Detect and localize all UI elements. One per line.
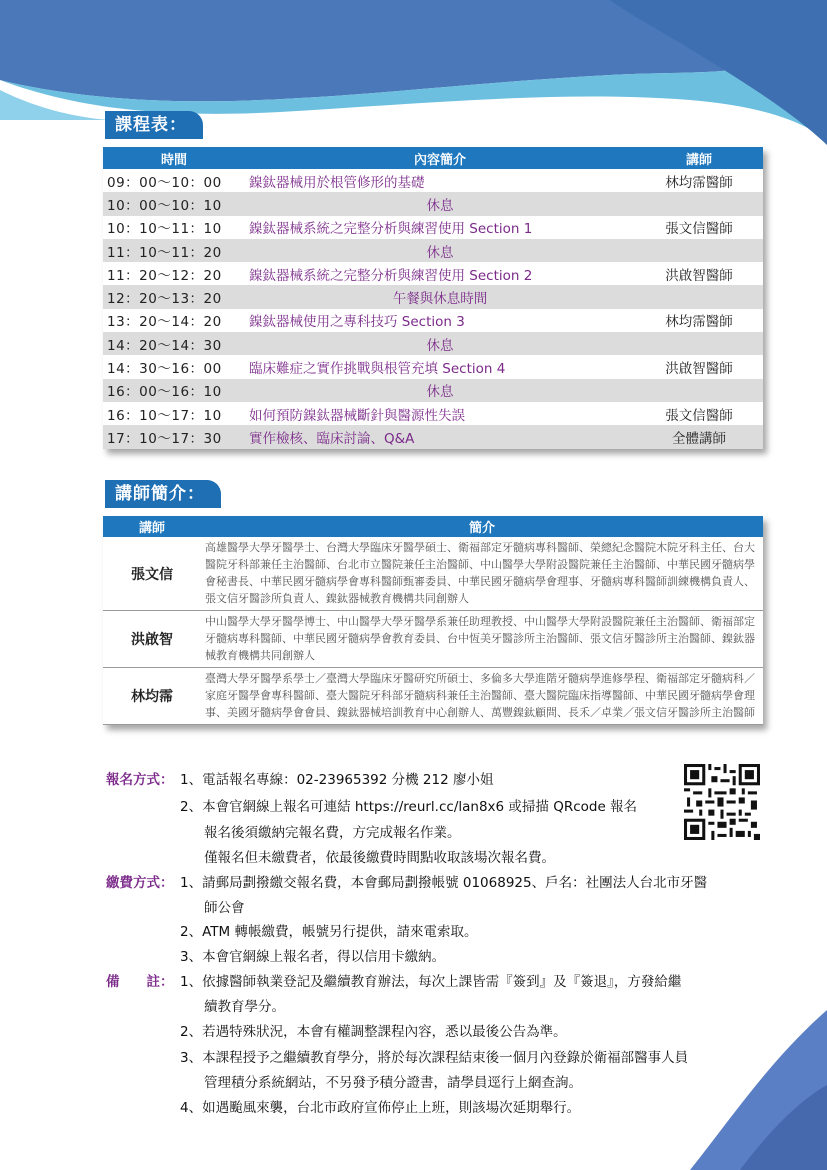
- schedule-content: 鎳鈦器械使用之專科技巧 Section 3: [249, 314, 465, 331]
- schedule-time: 10：00～10：10: [103, 192, 245, 215]
- schedule-time: 16：10～17：10: [107, 407, 222, 424]
- lecturer-row: [103, 537, 763, 611]
- schedule-content: 臨床難症之實作挑戰與根管充填 Section 4: [249, 361, 506, 378]
- schedule-lecturer: [635, 192, 763, 215]
- lecturers-header-name: 講師: [103, 516, 201, 537]
- lecturers-body: [103, 537, 763, 725]
- schedule-header-time: 時間: [103, 147, 245, 169]
- schedule-content: 鎳鈦器械系統之完整分析與練習使用 Section 1: [249, 221, 533, 238]
- schedule-lecturer: 全體講師: [635, 425, 763, 448]
- schedule-row: [103, 262, 763, 285]
- schedule-time: 17：10～17：30: [103, 425, 245, 448]
- lecturer-name: 張文信: [103, 537, 201, 611]
- schedule-lecturer: 張文信醫師: [665, 407, 733, 424]
- schedule-break: 休息: [245, 239, 635, 262]
- registration-item: 1、電話報名專線：02-23965392 分機 212 廖小姐: [180, 772, 494, 788]
- schedule-lecturer: [635, 285, 763, 308]
- schedule-time: 14：20～14：30: [103, 332, 245, 355]
- notes-item: 3、本課程授予之繼續教育學分，將於每次課程結束後一個月內登錄於衛福部醫事人員: [180, 1050, 689, 1066]
- schedule-lecturer: 洪啟智醫師: [665, 361, 733, 378]
- lecturer-name: 洪啟智: [103, 611, 201, 668]
- schedule-row: [103, 402, 763, 425]
- schedule-lecturer: 張文信醫師: [665, 221, 733, 238]
- schedule-break: 休息: [245, 379, 635, 402]
- schedule-row: [103, 332, 763, 355]
- schedule-lecturer: 洪啟智醫師: [665, 267, 733, 284]
- schedule-content: 鎳鈦器械用於根管修形的基礎: [249, 174, 425, 191]
- schedule-header-content: 內容簡介: [245, 147, 635, 169]
- notes-label: 備 註：: [106, 974, 174, 990]
- notes-item: 1、依據醫師執業登記及繼續教育辦法，每次上課皆需『簽到』及『簽退』，方發給繼: [180, 974, 682, 990]
- schedule-header-lecturer: 講師: [635, 147, 763, 169]
- schedule-break: 午餐與休息時間: [245, 285, 635, 308]
- schedule-title: 課程表：: [105, 111, 203, 139]
- schedule-row: [103, 285, 763, 308]
- lecturers-title: 講師簡介：: [105, 480, 221, 508]
- schedule-break: 休息: [245, 332, 635, 355]
- qr-code-icon[interactable]: [684, 764, 760, 840]
- schedule-time: 13：20～14：20: [107, 314, 222, 331]
- notes-item: 管理積分系統網站，不另發予積分證書，請學員逕行上網查詢。: [204, 1075, 582, 1091]
- schedule-time: 14：30～16：00: [107, 361, 222, 378]
- payment-item: 3、本會官網線上報名者，得以信用卡繳納。: [180, 949, 446, 965]
- notes-item: 2、若遇特殊狀況，本會有權調整課程內容，悉以最後公告為準。: [180, 1024, 567, 1040]
- registration-item: 僅報名但未繳費者，依最後繳費時間點收取該場次報名費。: [204, 850, 555, 866]
- schedule-row: [103, 192, 763, 215]
- schedule-row: [103, 425, 763, 448]
- schedule-time: 12：20～13：20: [103, 285, 245, 308]
- schedule-lecturer: [635, 379, 763, 402]
- schedule-row: [103, 216, 763, 239]
- schedule-content: 實作檢核、臨床討論、Q&A: [245, 425, 635, 448]
- schedule-row: [103, 379, 763, 402]
- schedule-lecturer: 林均霈醫師: [665, 314, 733, 331]
- schedule-time: 11：20～12：20: [107, 267, 222, 284]
- lecturers-table: [103, 516, 763, 725]
- lecturer-bio: 臺灣大學牙醫學系學士／臺灣大學臨床牙醫研究所碩士、多倫多大學進階牙髓病學進修學程、衛福部定牙髓病科／家庭牙醫學會專科醫師、臺大醫院牙科部牙髓病科兼任主治醫師、臺大醫院臨床指導醫師、中華民國牙髓病學會理事、美國牙髓病學會會員、鎳鈦器械培訓教育中心創辦人、萬豐鎳鈦顧問、長禾／卓業／張文信牙醫診所主治醫師: [201, 668, 763, 725]
- schedule-lecturer: [635, 239, 763, 262]
- schedule-lecturer: [635, 332, 763, 355]
- schedule-break: 休息: [245, 192, 635, 215]
- notes-item: 續教育學分。: [204, 999, 285, 1015]
- lecturer-row: [103, 611, 763, 668]
- notes-item: 4、如遇颱風來襲，台北市政府宣佈停止上班，則該場次延期舉行。: [180, 1100, 581, 1116]
- registration-item: 報名後須繳納完報名費，方完成報名作業。: [204, 825, 461, 841]
- schedule-table: [103, 147, 763, 449]
- lecturer-name: 林均霈: [103, 668, 201, 725]
- lecturers-card: [103, 516, 763, 725]
- schedule-time: 09：00～10：00: [107, 174, 222, 191]
- schedule-content: 鎳鈦器械系統之完整分析與練習使用 Section 2: [249, 267, 533, 284]
- schedule-time: 16：00～16：10: [103, 379, 245, 402]
- schedule-lecturer: 林均霈醫師: [665, 174, 733, 191]
- lecturer-bio: 高雄醫學大學牙醫學士、台灣大學臨床牙醫學碩士、衛福部定牙髓病專科醫師、榮總紀念醫院木院牙科主任、台大醫院牙科部兼任主治醫師、台北市立醫院兼任主治醫師、中山醫學大學附設醫院兼任主治醫師、中華民國牙髓病學會秘書長、中華民國牙髓病學會專科醫師甄審委員、中華民國牙髓病學會理事、牙髓病專科醫師訓練機構負責人、張文信牙醫診所負責人、鎳鈦器械教育機構共同創辦人: [201, 537, 763, 611]
- lecturer-row: [103, 668, 763, 725]
- registration-label: 報名方式：: [106, 772, 174, 788]
- payment-label: 繳費方式：: [106, 875, 174, 891]
- schedule-time: 10：10～11：10: [107, 221, 222, 238]
- payment-item: 2、ATM 轉帳繳費，帳號另行提供，請來電索取。: [180, 924, 478, 940]
- schedule-body: [103, 169, 763, 449]
- registration-item: 2、本會官網線上報名可連結 https://reurl.cc/lan8x6 或掃描 QRcode 報名: [180, 799, 638, 815]
- schedule-time: 11：10～11：20: [103, 239, 245, 262]
- schedule-row: [103, 355, 763, 378]
- schedule-card: [103, 147, 763, 449]
- lecturers-header-desc: 簡介: [201, 516, 763, 537]
- schedule-row: [103, 239, 763, 262]
- schedule-row: [103, 309, 763, 332]
- payment-item: 師公會: [204, 900, 245, 916]
- payment-item: 1、請郵局劃撥繳交報名費，本會郵局劃撥帳號 01068925、戶名：社團法人台北市牙醫: [180, 875, 708, 891]
- schedule-row: [103, 169, 763, 192]
- schedule-content: 如何預防鎳鈦器械斷針與醫源性失誤: [249, 407, 465, 424]
- lecturer-bio: 中山醫學大學牙醫學博士、中山醫學大學牙醫學系兼任助理教授、中山醫學大學附設醫院兼任主治醫師、衛福部定牙髓病專科醫師、中華民國牙髓病學會教育委員、台中恆美牙醫診所主治醫師、張文信牙醫診所主治醫師、鎳鈦器械教育機構共同創辦人: [201, 611, 763, 668]
